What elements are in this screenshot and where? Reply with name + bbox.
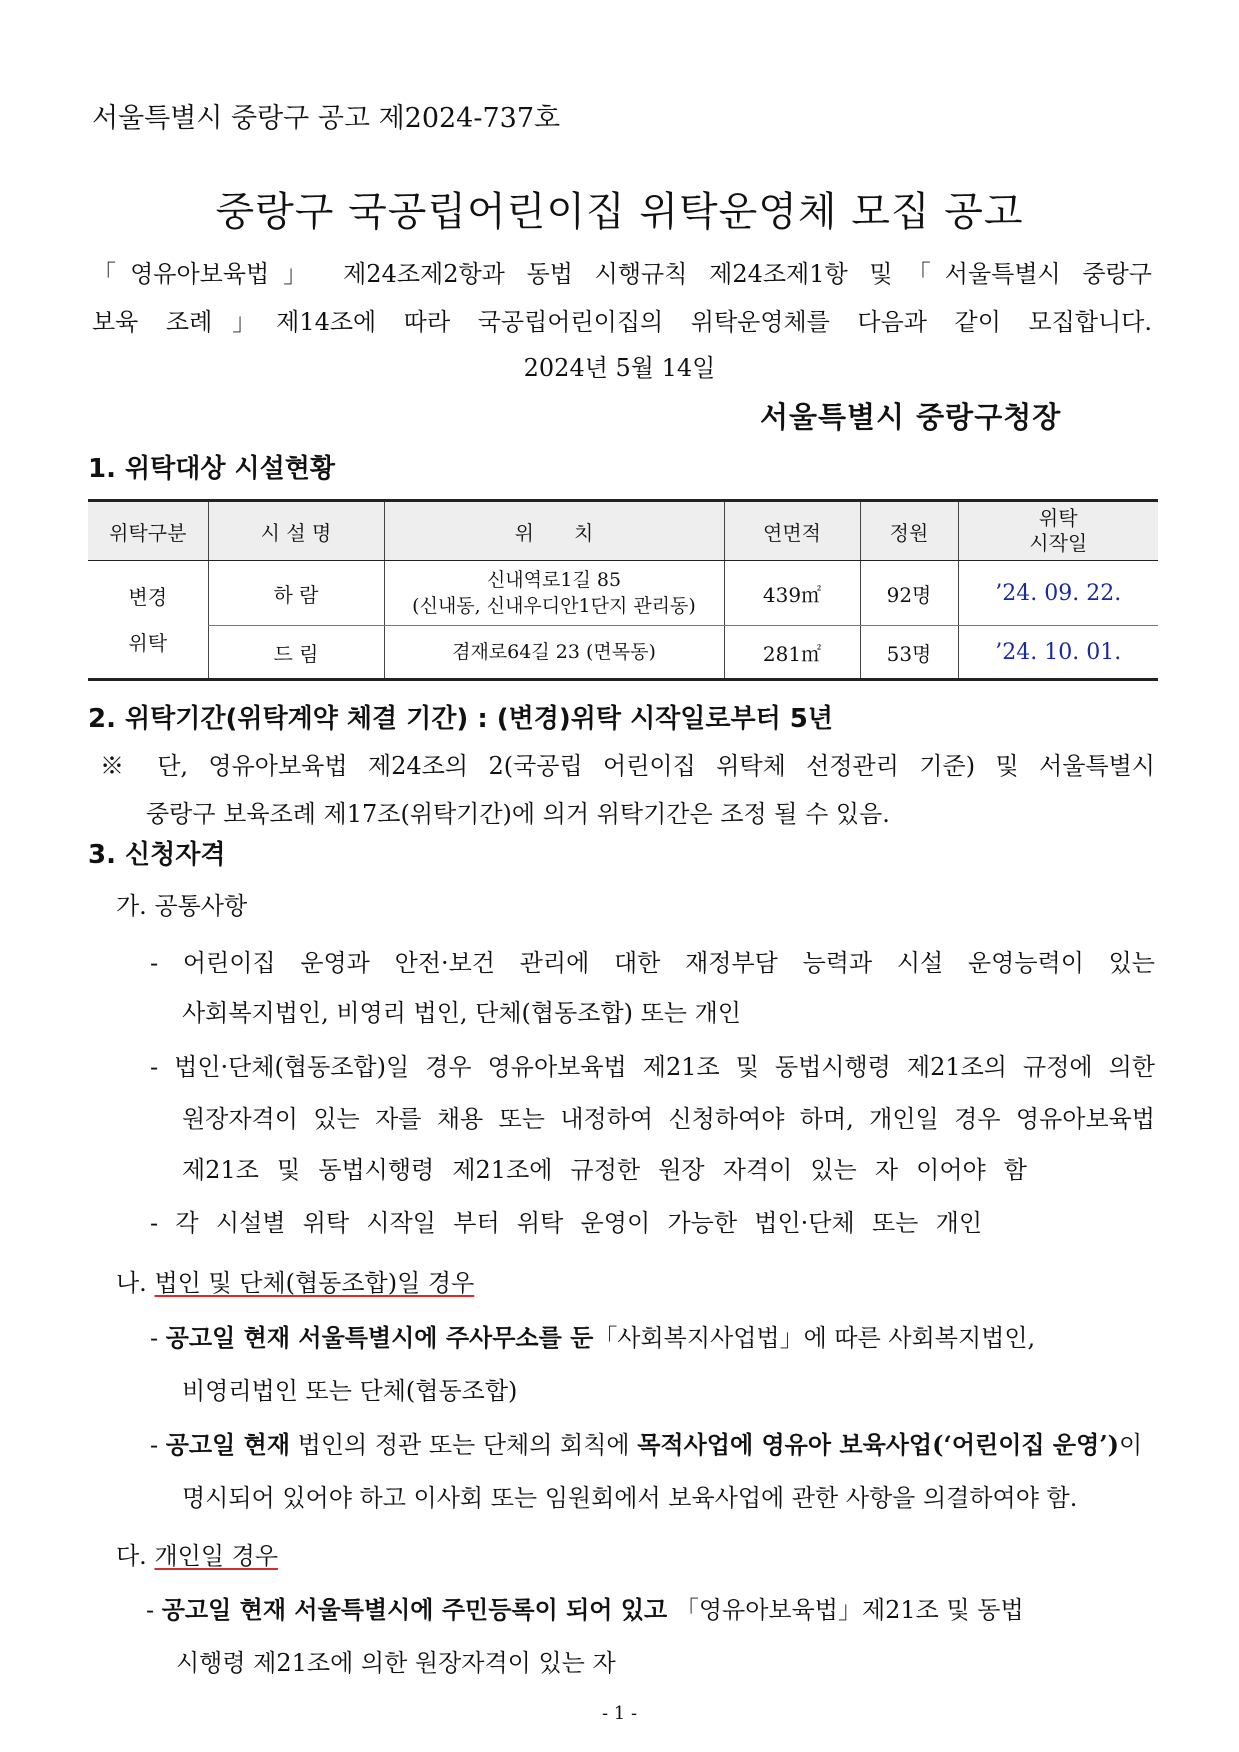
group-label-1: 변경 bbox=[128, 584, 168, 609]
col-header-area: 연면적 bbox=[724, 501, 860, 561]
signer: 서울특별시 중랑구청장 bbox=[760, 400, 1062, 434]
facility-location-line1: 신내역로1길 85 bbox=[486, 569, 622, 591]
da-bullet-1-bold: 공고일 현재 서울특별시에 주민등록이 되어 있고 bbox=[161, 1595, 668, 1624]
na-bullet-1-dash: - bbox=[150, 1324, 166, 1352]
page-number: - 1 - bbox=[601, 1703, 638, 1724]
na-bullet-1-line-2: 비영리법인 또는 단체(협동조합) bbox=[182, 1377, 518, 1405]
da-bullet-1-rest: 「영유아보육법」제21조 및 동법 bbox=[667, 1596, 1024, 1624]
da-bullet-1-dash: - bbox=[146, 1596, 162, 1624]
section-1-heading: 1. 위탁대상 시설현황 bbox=[88, 454, 335, 484]
col-header-start-date bbox=[958, 501, 1158, 561]
subsection-da-title bbox=[116, 1536, 278, 1571]
col-header-name: 시 설 명 bbox=[208, 501, 384, 561]
facility-location bbox=[384, 561, 724, 626]
facility-start-date: ’24. 10. 01. bbox=[958, 626, 1158, 680]
ga-bullet-1-line-2: 사회복지법인, 비영리 법인, 단체(협동조합) 또는 개인 bbox=[182, 999, 741, 1027]
table-row bbox=[88, 561, 1158, 626]
na-bullet-2-line-1 bbox=[150, 1425, 1142, 1460]
ga-bullet-2-line-2: 원장자격이 있는 자를 채용 또는 내정하여 신청하여야 하며, 개인일 경우 영유아보육법 bbox=[182, 1105, 1155, 1133]
facility-name: 하 람 bbox=[208, 561, 384, 626]
facility-name: 드 림 bbox=[208, 626, 384, 680]
section-2-note-line-2: 중랑구 보육조례 제17조(위탁기간)에 의거 위탁기간은 조정 될 수 있음. bbox=[146, 800, 890, 828]
na-bullet-1-line-1 bbox=[150, 1318, 1035, 1353]
subsection-na-prefix: 나. bbox=[116, 1269, 155, 1297]
subsection-na-title bbox=[116, 1263, 474, 1298]
na-bullet-2-end: 이 bbox=[1119, 1431, 1143, 1459]
group-cell bbox=[88, 561, 208, 680]
table-row bbox=[88, 626, 1158, 680]
group-label-2: 위탁 bbox=[128, 630, 168, 655]
subsection-na-label: 법인 및 단체(협동조합)일 경우 bbox=[154, 1269, 475, 1297]
section-3-heading: 3. 신청자격 bbox=[88, 840, 226, 870]
da-bullet-1-line-2: 시행령 제21조에 의한 원장자격이 있는 자 bbox=[176, 1649, 616, 1677]
facility-start-date: ’24. 09. 22. bbox=[958, 561, 1158, 626]
notice-number: 서울특별시 중랑구 공고 제2024-737호 bbox=[92, 103, 561, 134]
subsection-ga-title: 가. 공통사항 bbox=[116, 892, 248, 920]
na-bullet-2-bold-2: 목적사업에 영유아 보육사업(‘어린이집 운영’) bbox=[637, 1430, 1120, 1459]
da-bullet-1-line-1 bbox=[146, 1590, 1024, 1625]
ga-bullet-2-line-1: - 법인·단체(협동조합)일 경우 영유아보육법 제21조 및 동법시행령 제21조의 규정에 의한 bbox=[150, 1053, 1155, 1081]
col-header-type: 위탁구분 bbox=[88, 501, 208, 561]
subsection-da-label: 개인일 경우 bbox=[154, 1542, 279, 1570]
intro-line-1: 「영유아보육법」 제24조제2항과 동법 시행규칙 제24조제1항 및「서울특별시 중랑구 bbox=[92, 260, 1152, 288]
na-bullet-1-bold: 공고일 현재 서울특별시에 주사무소를 둔 bbox=[165, 1323, 594, 1352]
facility-capacity: 92명 bbox=[860, 561, 958, 626]
na-bullet-2-line-2: 명시되어 있어야 하고 이사회 또는 임원회에서 보육사업에 관한 사항을 의결하여야 함. bbox=[182, 1484, 1078, 1512]
facility-location-line2: (신내동, 신내우디안1단지 관리동) bbox=[412, 595, 696, 617]
notice-date: 2024년 5월 14일 bbox=[523, 354, 716, 382]
facility-location: 겸재로64길 23 (면목동) bbox=[384, 626, 724, 680]
col-header-start-date-line2: 시작일 bbox=[1029, 531, 1088, 555]
facility-area: 281㎡ bbox=[724, 626, 860, 680]
intro-line-2: 보육 조례」제14조에 따라 국공립어린이집의 위탁운영체를 다음과 같이 모집합니다. bbox=[92, 308, 1152, 336]
na-bullet-2-mid: 법인의 정관 또는 단체의 회칙에 bbox=[290, 1431, 638, 1459]
ga-bullet-2-line-3: 제21조 및 동법시행령 제21조에 규정한 원장 자격이 있는 자 이어야 함 bbox=[182, 1156, 1027, 1184]
na-bullet-1-rest: 「사회복지사업법」에 따른 사회복지법인, bbox=[593, 1324, 1036, 1352]
section-2-note-line-1: ※ 단, 영유아보육법 제24조의 2(국공립 어린이집 위탁체 선정관리 기준) 및 서울특별시 bbox=[100, 752, 1155, 780]
facility-table bbox=[88, 499, 1158, 681]
na-bullet-2-dash: - bbox=[150, 1431, 166, 1459]
ga-bullet-3-line-1: - 각 시설별 위탁 시작일 부터 위탁 운영이 가능한 법인·단체 또는 개인 bbox=[150, 1209, 982, 1237]
col-header-start-date-line1: 위탁 bbox=[1038, 506, 1078, 530]
facility-capacity: 53명 bbox=[860, 626, 958, 680]
table-header-row bbox=[88, 501, 1158, 561]
col-header-capacity: 정원 bbox=[860, 501, 958, 561]
ga-bullet-1-line-1: - 어린이집 운영과 안전·보건 관리에 대한 재정부담 능력과 시설 운영능력이 있는 bbox=[150, 949, 1155, 977]
section-2-heading: 2. 위탁기간(위탁계약 체결 기간) : (변경)위탁 시작일로부터 5년 bbox=[88, 704, 834, 734]
facility-area: 439㎡ bbox=[724, 561, 860, 626]
col-header-location: 위 치 bbox=[384, 501, 724, 561]
na-bullet-2-bold-1: 공고일 현재 bbox=[165, 1430, 291, 1459]
page-title: 중랑구 국공립어린이집 위탁운영체 모집 공고 bbox=[215, 189, 1024, 235]
subsection-da-prefix: 다. bbox=[116, 1542, 155, 1570]
